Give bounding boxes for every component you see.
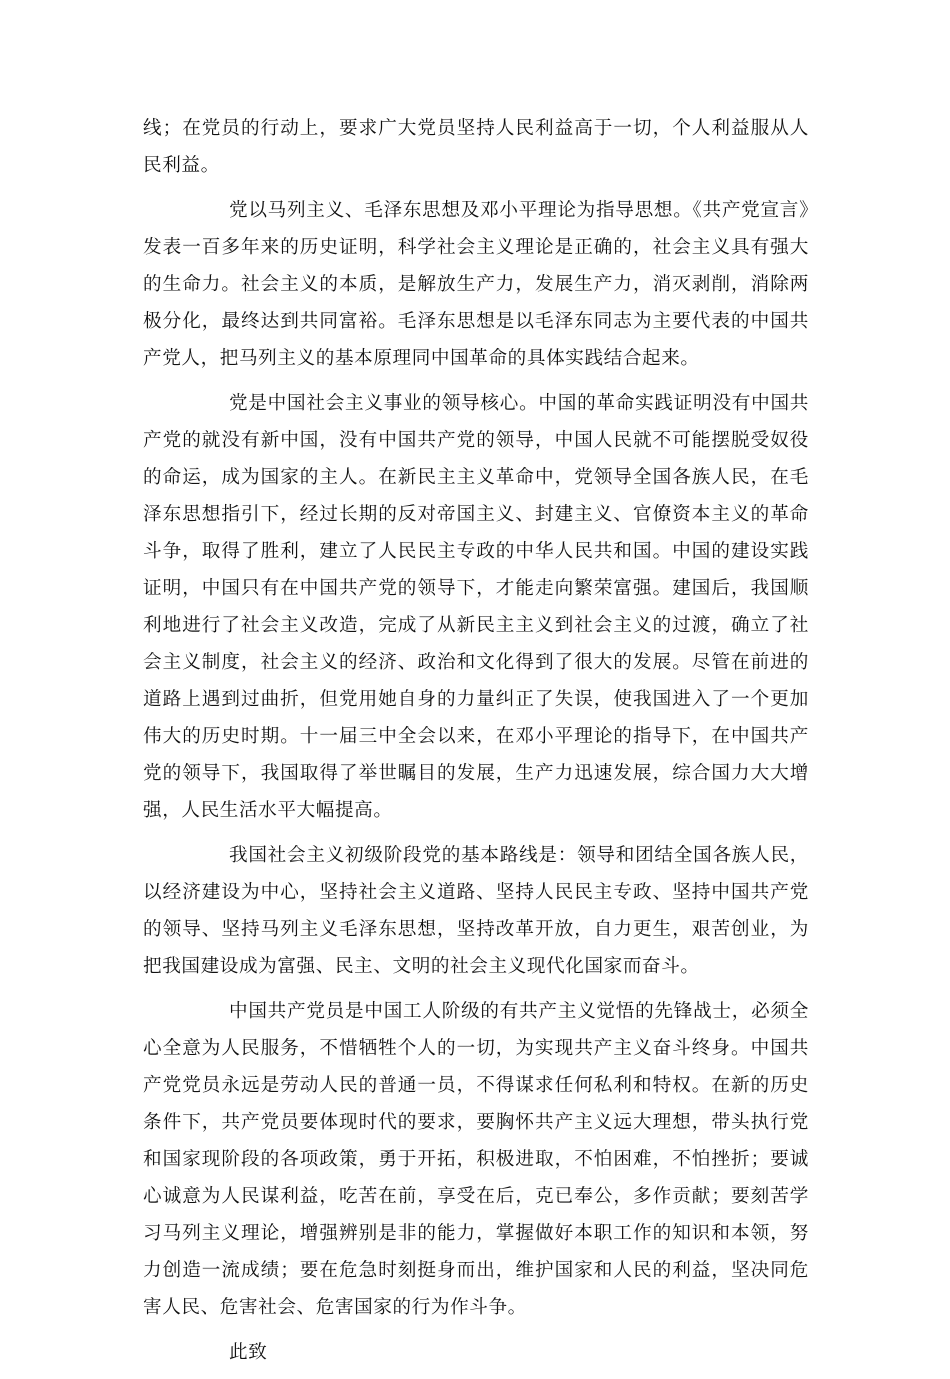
paragraph-continued: 线；在党员的行动上，要求广大党员坚持人民利益高于一切，个人利益服从人民利益。 (143, 118, 809, 176)
paragraph-guiding-thought: 党以马列主义、毛泽东思想及邓小平理论为指导思想。《共产党宣言》发表一百多年来的历史证明，科学社会主义理论是正确的，社会主义具有强大的生命力。社会主义的本质，是解放生产力，发展生产力，消灭剥削，消除两极分化，最终达到共同富裕。毛泽东思想是以毛泽东同志为主要代表的中国共产党人，把马列主义的基本原理同中国革命的具体实践结合起来。 (143, 200, 809, 369)
paragraph-leadership-core: 党是中国社会主义事业的领导核心。中国的革命实践证明没有中国共产党的就没有新中国，没有中国共产党的领导，中国人民就不可能摆脱受奴役的命运，成为国家的主人。在新民主主义革命中，党领导全国各族人民，在毛泽东思想指引下，经过长期的反对帝国主义、封建主义、官僚资本主义的革命斗争，取得了胜利，建立了人民民主专政的中华人民共和国。中国的建设实践证明，中国只有在中国共产党的领导下，才能走向繁荣富强。建国后，我国顺利地进行了社会主义改造，完成了从新民主主义到社会主义的过渡，确立了社会主义制度，社会主义的经济、政治和文化得到了很大的发展。尽管在前进的道路上遇到过曲折，但党用她自身的力量纠正了失误，使我国进入了一个更加伟大的历史时期。十一届三中全会以来，在邓小平理论的指导下，在中国共产党的领导下，我国取得了举世瞩目的发展，生产力迅速发展，综合国力大大增强，人民生活水平大幅提高。 (143, 393, 809, 821)
paragraph-basic-line: 我国社会主义初级阶段党的基本路线是：领导和团结全国各族人民，以经济建设为中心，坚持社会主义道路、坚持人民民主专政、坚持中国共产党的领导、坚持马列主义毛泽东思想，坚持改革开放，自力更生，艰苦创业，为把我国建设成为富强、民主、文明的社会主义现代化国家而奋斗。 (143, 845, 809, 977)
document-body (143, 110, 809, 1379)
closing-salutation: 此致 (229, 1342, 268, 1363)
paragraph-party-member: 中国共产党员是中国工人阶级的有共产主义觉悟的先锋战士，必须全心全意为人民服务，不惜牺牲个人的一切，为实现共产主义奋斗终身。中国共产党党员永远是劳动人民的普通一员，不得谋求任何私利和特权。在新的历史条件下，共产党员要体现时代的要求，要胸怀共产主义远大理想，带头执行党和国家现阶段的各项政策，勇于开拓，积极进取，不怕困难，不怕挫折；要诚心诚意为人民谋利益，吃苦在前，享受在后，克已奉公，多作贡献；要刻苦学习马列主义理论，增强辨别是非的能力，掌握做好本职工作的知识和本领，努力创造一流成绩；要在危急时刻挺身而出，维护国家和人民的利益，坚决同危害人民、危害社会、危害国家的行为作斗争。 (143, 1001, 809, 1318)
